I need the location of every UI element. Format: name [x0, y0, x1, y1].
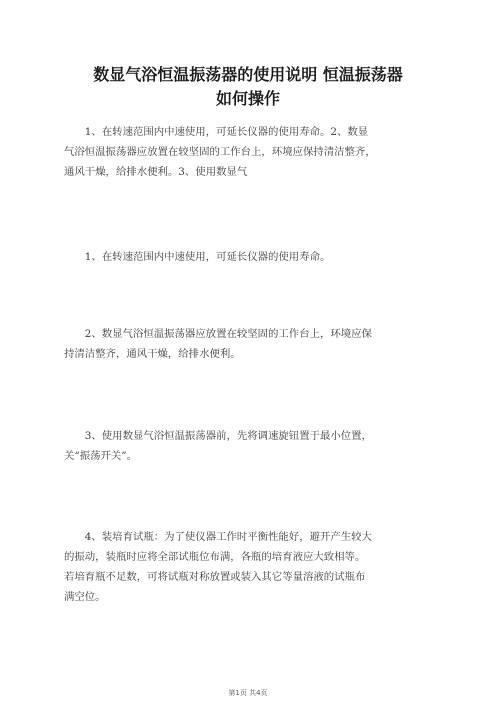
step-4-line-2: 的振动，装瓶时应将全部试瓶位布满，各瓶的培育液应大致相等。 [64, 551, 366, 563]
step-1-line-1: 1、在转速范围内中速使用，可延长仪器的使用寿命。 [64, 251, 331, 263]
step-4-line-1: 4、装培育试瓶：为了使仪器工作时平衡性能好，避开产生较大 [64, 531, 372, 543]
intro-line-1: 1、在转速范围内中速使用，可延长仪器的使用寿命。2、数显 [64, 126, 369, 138]
intro-line-2: 气浴恒温振荡器应放置在较坚固的工作台上，环境应保持清洁整齐， [64, 146, 376, 158]
step-4-line-3: 若培育瓶不足数，可将试瓶对称放置或装入其它等量溶液的试瓶布 [64, 571, 366, 583]
step-3-line-2: 关“振荡开关”。 [64, 450, 137, 462]
document-title-line-2: 如何操作 [215, 89, 280, 108]
document-title-line-1: 数显气浴恒温振荡器的使用说明 恒温振荡器 [93, 65, 403, 84]
step-2-line-2: 持清洁整齐，通风干燥，给排水便利。 [64, 348, 241, 360]
step-3-line-1: 3、使用数显气浴恒温振荡器前，先将调速旋钮置于最小位置， [64, 430, 372, 442]
step-4-line-4: 满空位。 [64, 591, 106, 603]
step-2-line-1: 2、数显气浴恒温振荡器应放置在较坚固的工作台上，环境应保 [64, 328, 372, 340]
page-footer: 第1页 共4页 [228, 689, 268, 697]
intro-line-3: 通风干燥，给排水便利。3、使用数显气 [64, 166, 248, 178]
